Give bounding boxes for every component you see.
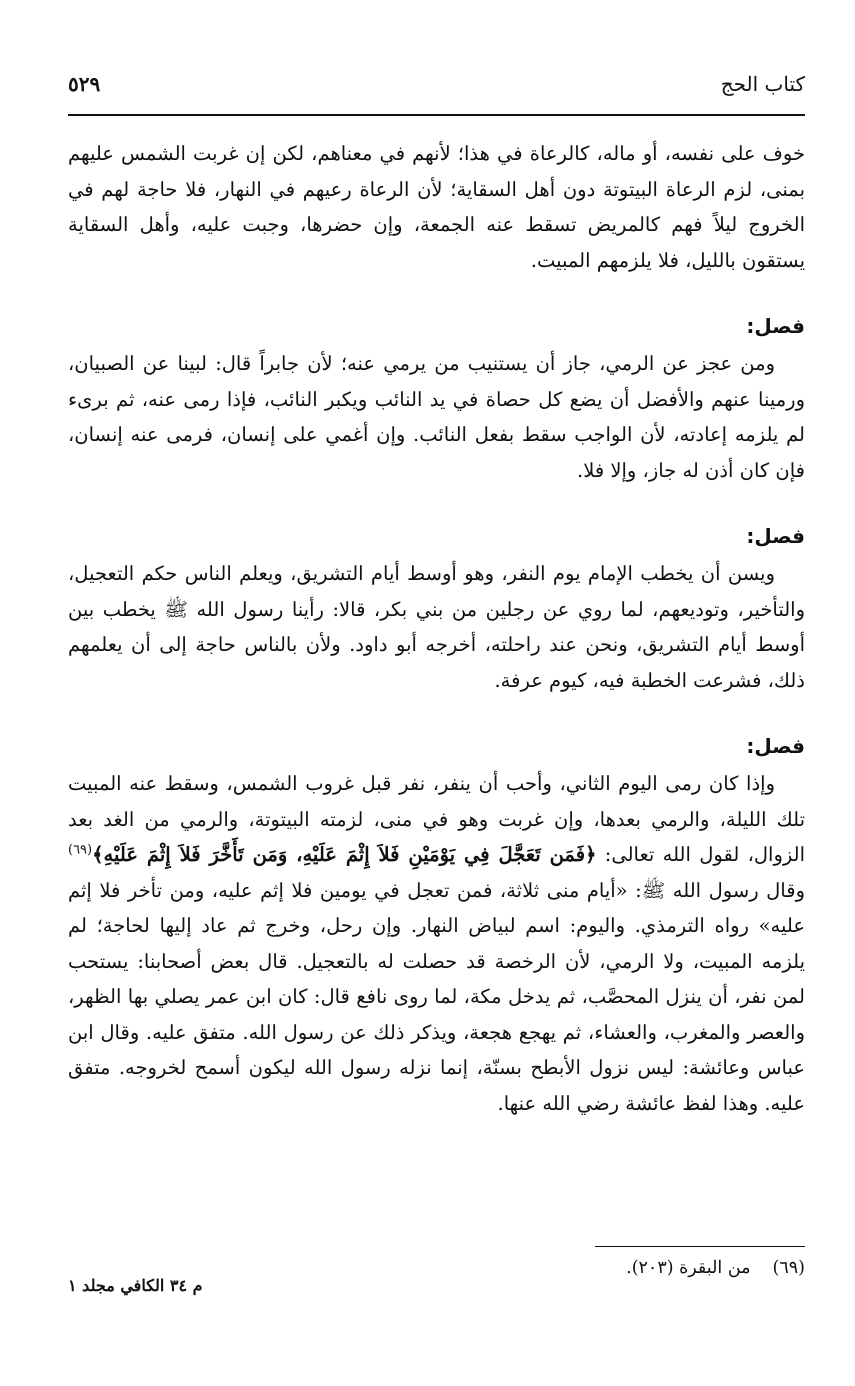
quran-verse: ﴿فَمَن تَعَجَّلَ فِي يَوْمَيْنِ فَلاَ إِثْمَ عَلَيْهِ، وَمَن تَأَخَّرَ فَلاَ إِثْمَ عَلَيْهِ﴾ — [92, 843, 597, 866]
footnote-divider — [595, 1246, 805, 1247]
section-heading-3: فصل: — [746, 734, 805, 758]
footnote-number: (٦٩) — [772, 1258, 805, 1278]
page-number: ٥٢٩ — [68, 72, 101, 96]
footnote-reference: (٦٩) — [68, 842, 93, 858]
paragraph-continuation: خوف على نفسه، أو ماله، كالرعاة في هذا؛ لأنهم في معناهم، لكن إن غربت الشمس عليهم بمنى، لزم الرعاة البيتوتة دون أهل السقاية؛ لأن الرعاة رعيهم في النهار، فلا حاجة لهم في الخروج ليلاً فهم كالمريض تسقط عنه الجمعة، وإن حضرها، وجبت عليه، وأهل السقاية يستقون بالليل، فلا يلزمهم المبيت. — [68, 142, 805, 272]
section-3-text — [68, 766, 805, 1121]
section-heading-1: فصل: — [746, 314, 805, 338]
printer-signature: م ٣٤ الكافي مجلد ١ — [68, 1276, 203, 1295]
page-header — [68, 72, 805, 106]
section-heading-2: فصل: — [746, 524, 805, 548]
section-3-text-part-2: وقال رسول الله ﷺ: «أيام منى ثلاثة، فمن تعجل في يومين فلا إثم عليه، ومن تأخر فلا إثم عليه» رواه الترمذي. واليوم: اسم لبياض النهار. وإن رحل، وخرج ثم عاد إليها لحاجة؛ لم يلزمه المبيت، ولا الرمي، لأن الرخصة قد حصلت له بالتعجيل. قال بعض أصحابنا: يستحب لمن نفر، أن ينزل المحصَّب، ثم يدخل مكة، لما روى نافع قال: كان ابن عمر يصلي بها الظهر، والعصر والمغرب، والعشاء، ثم يهجع هجعة، ويذكر ذلك عن رسول الله. متفق عليه. وقال ابن عباس وعائشة: ليس نزول الأبطح بسنّة، إنما نزله رسول الله ليكون أسمح لخروجه. متفق عليه. وهذا لفظ عائشة رضي الله عنها. — [68, 878, 805, 1115]
section-1-text: ومن عجز عن الرمي، جاز أن يستنيب من يرمي عنه؛ لأن جابراً قال: لبينا عن الصبيان، ورمينا عنهم والأفضل أن يضع كل حصاة في يد النائب ويكبر النائب، فإذا رمى عنه، ثم برىء لم يلزمه إعادته، لأن الواجب سقط بفعل النائب. وإن أغمي على إنسان، فرمى عنه إنسان، فإن كان أذن له جاز، وإلا فلا. — [68, 352, 805, 482]
footnote-text: من البقرة (٢٠٣). — [626, 1258, 751, 1278]
section-3-text-part-1: وإذا كان رمى اليوم الثاني، وأحب أن ينفر، نفر قبل غروب الشمس، وسقط عنه المبيت تلك الليلة، والرمي بعدها، وإن غربت وهو في منى، لزمته البيتوتة، والرمي من الغد بعد الزوال، لقول الله تعالى: — [68, 772, 805, 866]
footnote — [626, 1258, 805, 1278]
section-2-text: ويسن أن يخطب الإمام يوم النفر، وهو أوسط أيام التشريق، ويعلم الناس حكم التعجيل، والتأخير، وتوديعهم، لما روي عن رجلين من بني بكر، قالا: رأينا رسول الله ﷺ يخطب بين أوسط أيام التشريق، ونحن عند راحلته، أخرجه أبو داود. ولأن بالناس حاجة إلى أن يعلمهم ذلك، فشرعت الخطبة فيه، كيوم عرفة. — [68, 562, 805, 692]
page-body — [68, 136, 805, 1121]
book-title: كتاب الحج — [720, 72, 805, 96]
header-divider — [68, 114, 805, 116]
